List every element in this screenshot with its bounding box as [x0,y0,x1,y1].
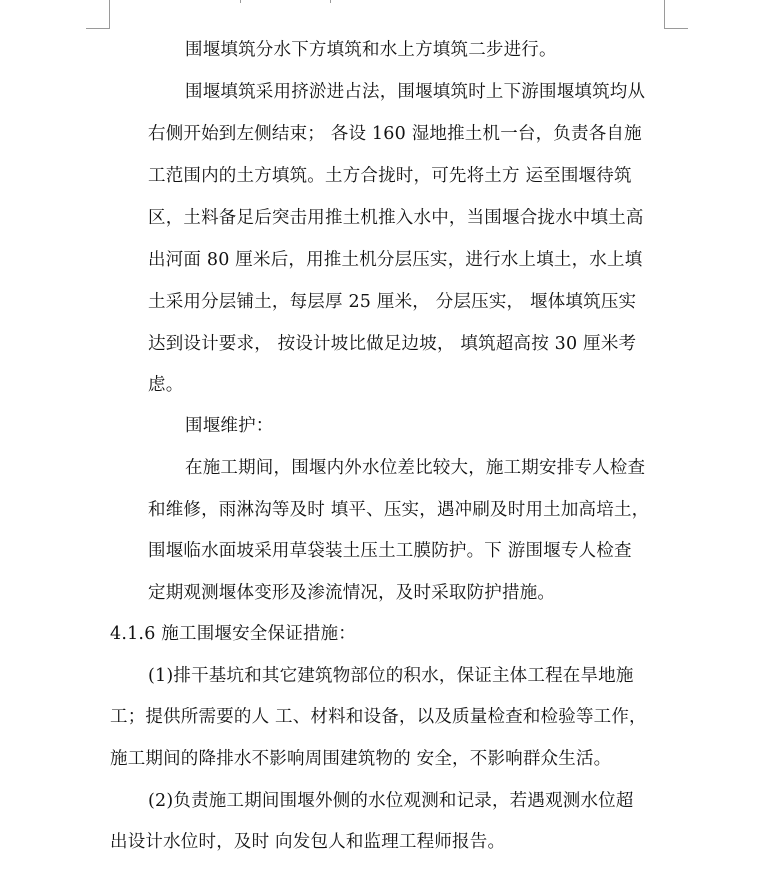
text-line: 虑。 [148,375,184,395]
text-line: 出设计水位时，及时 向发包人和监理工程师报告。 [110,832,506,852]
crop-mark-top-right-vertical [664,0,665,28]
ruler-tick [330,0,331,3]
text-line: 定期观测堰体变形及渗流情况，及时采取防护措施。 [148,583,556,603]
text-line: 围堰填筑分水下方填筑和水上方填筑二步进行。 [185,40,557,60]
crop-mark-top-left-vertical [109,0,110,28]
text-line: (1)排干基坑和其它建筑物部位的积水，保证主体工程在旱地施 [148,666,634,686]
ruler-tick [240,0,241,3]
text-line: 达到设计要求， 按设计坡比做足边坡， 填筑超高按 30 厘米考 [148,334,637,354]
text-line: 工范围内的土方填筑。土方合拢时，可先将土方 运至围堰待筑 [148,166,632,186]
text-line: 施工期间的降排水不影响周围建筑物的 安全，不影响群众生活。 [110,749,612,769]
text-line: 区，土料备足后突击用推土机推入水中，当围堰合拢水中填土高 [148,208,644,228]
text-line: 工；提供所需要的人 工、材料和设备，以及质量检查和检验等工作， [110,707,647,727]
text-line: 围堰填筑采用挤淤进占法，围堰填筑时上下游围堰填筑均从 [185,82,646,102]
crop-mark-top-left-horizontal [86,28,110,29]
text-line: 在施工期间，围堰内外水位差比较大，施工期安排专人检查 [185,458,646,478]
text-line: (2)负责施工期间围堰外侧的水位观测和记录，若遇观测水位超 [148,791,634,811]
text-line: 土采用分层铺土，每层厚 25 厘米， 分层压实， 堰体填筑压实 [148,292,637,312]
section-heading: 4.1.6 施工围堰安全保证措施： [110,624,356,644]
text-line: 和维修，雨淋沟等及时 填平、压实，遇冲刷及时用土加高培土， [148,500,650,520]
section-heading: 围堰维护： [185,416,274,436]
text-line: 右侧开始到左侧结束； 各设 160 湿地推土机一台，负责各自施 [148,124,642,144]
crop-mark-top-right-horizontal [664,28,688,29]
text-line: 围堰临水面坡采用草袋装土压土工膜防护。下 游围堰专人检查 [148,541,632,561]
text-line: 出河面 80 厘米后，用推土机分层压实，进行水上填土，水上填 [148,250,643,270]
